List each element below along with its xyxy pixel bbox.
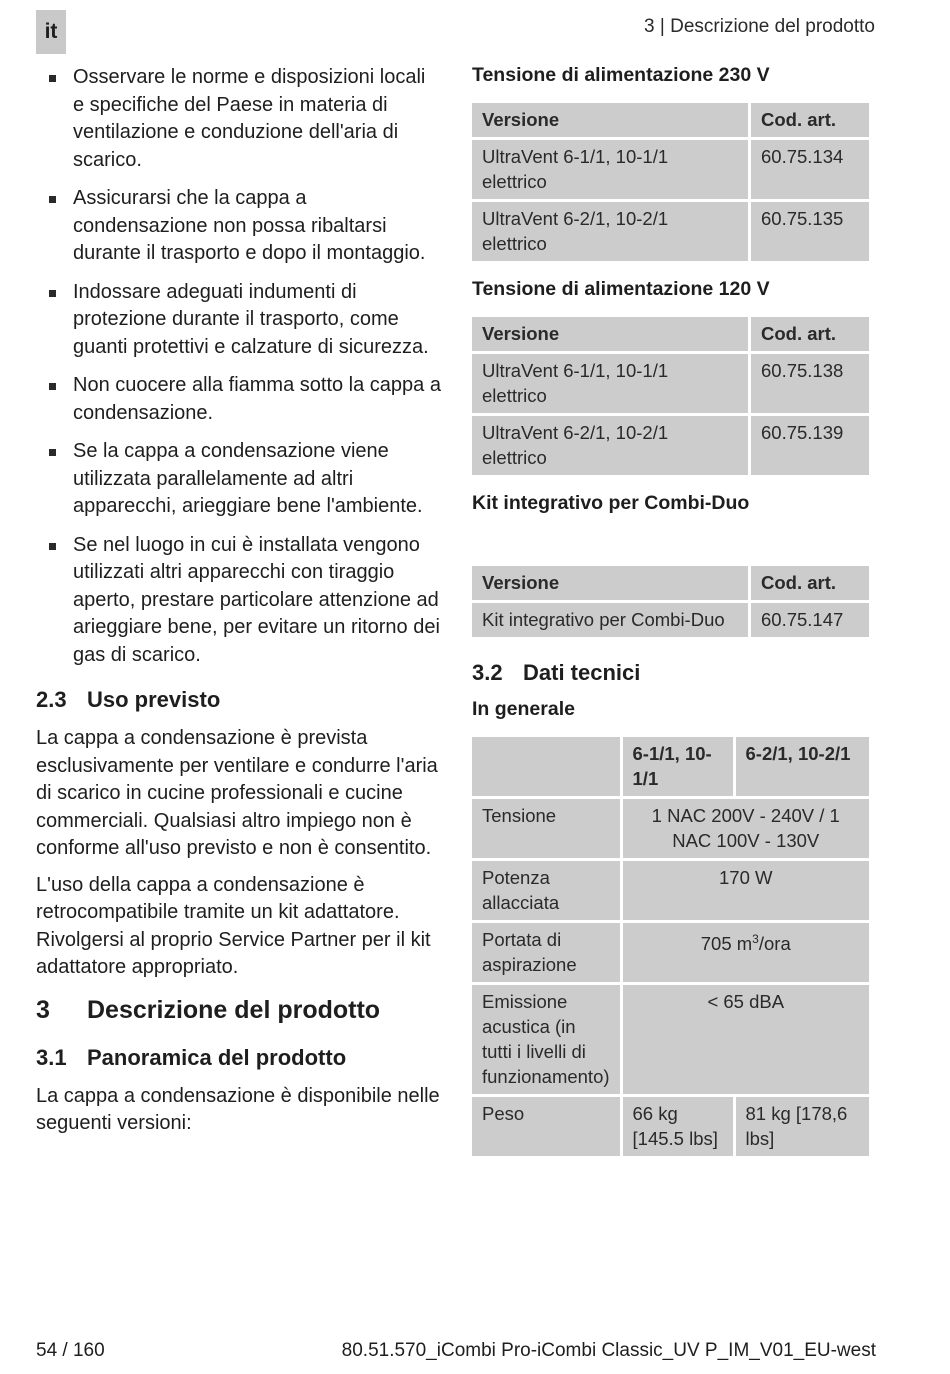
table-heading-230v: Tensione di alimentazione 230 V [472,64,770,86]
table-cell: 81 kg [178,6 lbs] [736,1097,869,1156]
row-label: Tensione [472,799,620,858]
paragraph: La cappa a condensazione è disponibile nelle seguenti versioni: [36,1084,440,1134]
table-cell: Kit integrativo per Combi-Duo [472,603,748,637]
column-header: Versione [472,566,748,600]
table-header-row [472,566,869,600]
table-row [472,1097,869,1156]
section-number: 3.1 [36,1044,67,1070]
list-item: Non cuocere alla fiamma sotto la cappa a condensazione. [36,372,441,427]
column-header [472,737,620,796]
list-item: Indossare adeguati indumenti di protezione durante il trasporto, come guanti protettivi e calzature di sicurezza. [36,279,441,362]
table-cell [623,923,869,982]
section-number: 3.2 [472,660,503,685]
column-header: Versione [472,317,748,351]
table-header-row [472,317,869,351]
section-title: Panoramica del prodotto [87,1044,347,1070]
document-id: 80.51.570_iCombi Pro-iCombi Classic_UV P_IM_V01_EU-west [341,1340,876,1361]
section-number: 2.3 [36,687,67,712]
column-header: Versione [472,103,748,137]
table-row [472,202,869,261]
right-column [472,64,875,1173]
section-heading-3-2 [472,660,875,686]
value-text: 705 m [700,933,753,955]
left-column [36,64,441,1147]
row-label: Peso [472,1097,620,1156]
table-cell: 1 NAC 200V - 240V / 1 NAC 100V - 130V [623,799,869,858]
table-cell: UltraVent 6-1/1, 10-1/1 elettrico [472,354,748,413]
superscript: 3 [752,932,759,946]
table-cell: < 65 dBA [623,985,869,1094]
table-heading-120v: Tensione di alimentazione 120 V [472,278,770,300]
table-cell: UltraVent 6-1/1, 10-1/1 elettrico [472,140,748,199]
table-row [472,861,869,920]
table-technical-data [469,734,872,1159]
table-cell: UltraVent 6-2/1, 10-2/1 elettrico [472,416,748,475]
table-cell: 66 kg [145.5 lbs] [623,1097,733,1156]
row-label: Emissione acustica (in tutti i livelli di funzionamento) [472,985,620,1094]
table-120v [469,314,872,478]
table-row [472,923,869,982]
table-cell: 60.75.139 [751,416,869,475]
value-unit: /ora [758,933,791,955]
chapter-title: Descrizione del prodotto [87,995,381,1024]
row-label: Portata di aspirazione [472,923,620,982]
chapter-heading-3 [36,996,441,1025]
table-230v [469,100,872,264]
table-row [472,354,869,413]
table-cell: 60.75.147 [751,603,869,637]
table-row [472,799,869,858]
running-header: 3 | Descrizione del prodotto [644,16,875,37]
table-row [472,140,869,199]
chapter-number: 3 [36,995,50,1024]
paragraph: L'uso della cappa a condensazione è retrocompatibile tramite un kit adattatore. Rivolgersi al proprio Service Partner per il kit adattatore appropriato. [36,873,431,978]
table-cell: 60.75.135 [751,202,869,261]
list-item: Se nel luogo in cui è installata vengono utilizzati altri apparecchi con tiraggio aperto, prestare particolare attenzione ad arieggiare bene, per evitare un ritorno dei gas di scarico. [36,532,441,670]
column-header: Cod. art. [751,317,869,351]
section-title: Uso previsto [87,687,221,712]
list-item: Se la cappa a condensazione viene utilizzata parallelamente ad altri apparecchi, arieggiare bene l'ambiente. [36,438,441,521]
table-row [472,985,869,1094]
table-header-row [472,103,869,137]
section-heading-2-3 [36,687,441,713]
table-heading-kit: Kit integrativo per Combi-Duo [472,492,750,514]
table-row [472,603,869,637]
table-heading-general: In generale [472,698,575,720]
section-heading-3-1 [36,1045,441,1071]
column-header: 6-1/1, 10-1/1 [623,737,733,796]
table-cell: 60.75.134 [751,140,869,199]
table-row [472,416,869,475]
paragraph: La cappa a condensazione è prevista esclusivamente per ventilare e condurre l'aria di scarico in cucine professionali e cucine commerciali. Qualsiasi altro impiego non è conforme all'uso previsto e non è consentito. [36,727,438,859]
row-label: Potenza allacciata [472,861,620,920]
safety-bullet-list [36,64,441,669]
table-cell: UltraVent 6-2/1, 10-2/1 elettrico [472,202,748,261]
section-title: Dati tecnici [523,660,641,685]
language-tag: it [36,10,66,54]
column-header: Cod. art. [751,566,869,600]
table-cell: 60.75.138 [751,354,869,413]
table-kit [469,563,872,640]
table-cell: 170 W [623,861,869,920]
table-header-row [472,737,869,796]
list-item: Osservare le norme e disposizioni locali e specifiche del Paese in materia di ventilazione e conduzione dell'aria di scarico. [36,64,441,174]
page-number: 54 / 160 [36,1340,105,1361]
column-header: Cod. art. [751,103,869,137]
column-header: 6-2/1, 10-2/1 [736,737,869,796]
list-item: Assicurarsi che la cappa a condensazione non possa ribaltarsi durante il trasporto e dopo il montaggio. [36,185,441,268]
